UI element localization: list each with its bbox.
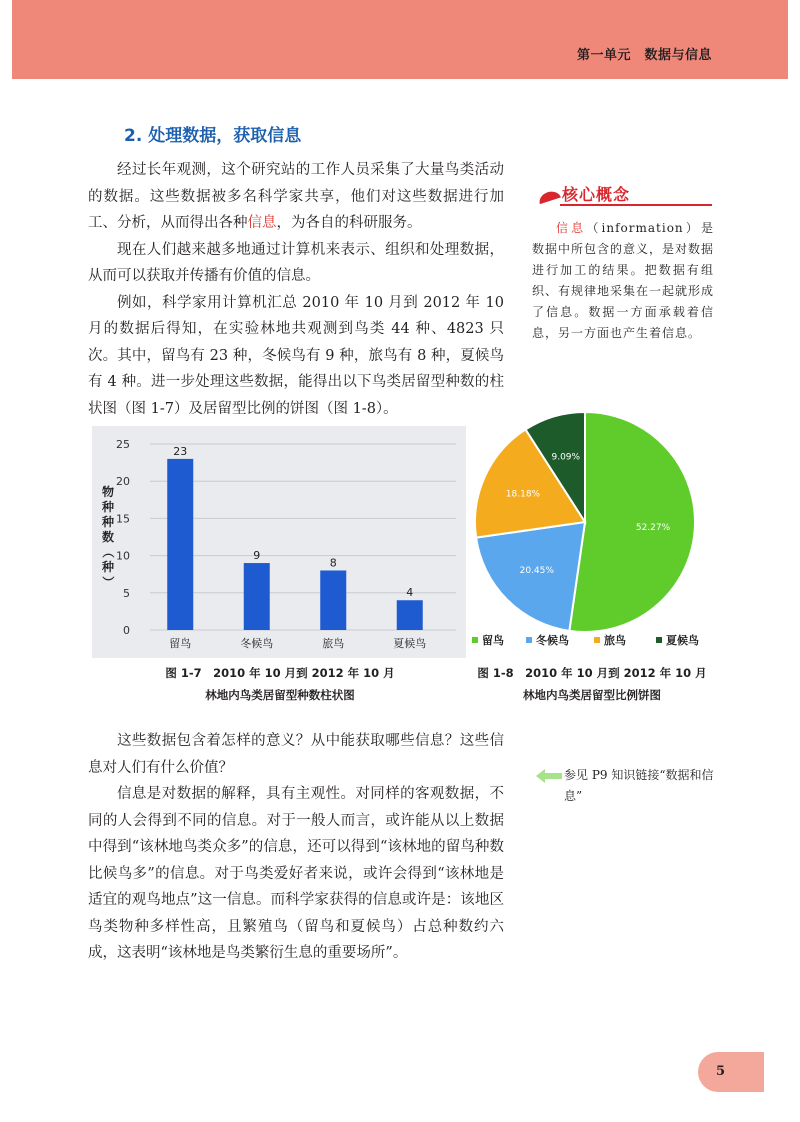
y-tick-label: 20 [116,475,130,489]
arrow-left-icon [536,769,562,783]
bar [320,570,346,630]
paragraph-1: 经过长年观测，这个研究站的工作人员采集了大量鸟类活动的数据。这些数据被多名科学家共享，他们对这些数据进行加工、分析，从而得出各种信息，为各自的科研服务。 [88,162,504,231]
legend-swatch [594,637,600,643]
x-category-label: 夏候鸟 [393,637,427,650]
bar-value-label: 9 [253,549,261,563]
paragraph-5: 信息是对数据的解释，具有主观性。对同样的客观数据，不同的人会得到不同的信息。对于一般人而言，或许能从以上数据中得到“该林地鸟类众多”的信息，还可以得到“该林地的留鸟种数比候鸟多”的信息。对于鸟类爱好者来说，或许会得到“该林地是适宜的观鸟地点”这一信息。而科学家获得的信息或许是：该地区鸟类物种多样性高，且繁殖鸟（留鸟和夏候鸟）占总种数约六成，这表明“该林地是鸟类繁衍生息的重要场所”。 [88,786,504,961]
badge-underline [560,204,712,206]
header-band [12,0,788,79]
paragraph-4: 这些数据包含着怎样的意义？从中能获取哪些信息？这些信息对人们有什么价值？ [88,733,504,776]
bar [244,563,270,630]
pie-value-label: 52.27% [635,522,671,533]
pie-value-label: 18.18% [505,489,541,500]
y-axis-label-char: 物 [101,485,115,499]
bar-value-label: 8 [329,556,337,570]
y-tick-label: 5 [123,586,130,600]
bar-value-label: 4 [406,586,414,600]
y-tick-label: 10 [116,549,130,563]
x-category-label: 留鸟 [169,637,192,650]
core-concept-label: 核心概念 [562,185,631,204]
y-axis-label-char: 数 [101,530,115,544]
bar-caption-line2: 林地内鸟类居留型种数柱状图 [205,688,355,702]
page-number-tab [698,1052,764,1092]
bar [167,459,193,630]
bar-chart [92,426,466,658]
intro-text [88,157,504,422]
x-category-label: 旅鸟 [322,637,345,650]
legend-swatch [656,637,662,643]
bar-chart-caption [140,662,420,706]
y-axis-label-char: （ [101,545,115,559]
legend-label: 留鸟 [482,634,504,647]
pie-value-label: 9.09% [551,452,581,463]
pie-slice [569,412,695,632]
y-tick-label: 25 [116,438,130,451]
core-concept-box [532,180,714,344]
concept-definition: 信息（information）是数据中所包含的意义，是对数据进行加工的结果。把数据有组织、有规律地采集在一起就形成了信息。数据一方面承载着信息，另一方面也产生着信息。 [532,221,715,340]
paragraph-3: 例如，科学家用计算机汇总 2010 年 10 月到 2012 年 10 月的数据后得知，在实验林地共观测到鸟类 44 种、4823 只次。其中，留鸟有 23 种，冬候鸟有 9 种，旅鸟有 8 种，夏候鸟有 4 种。进一步处理这些数据，能得出以下鸟类居留型种数的柱状图（图 1-7）及居留型比例的饼图（图 1-8）。 [88,294,504,417]
unit-title: 第一单元 数据与信息 [576,48,712,63]
paragraph-2: 现在人们越来越多地通过计算机来表示、组织和处理数据，从而可以获取并传播有价值的信息。 [88,241,504,284]
legend-label: 旅鸟 [604,634,626,647]
reference-text[interactable]: 参见 P9 知识链接“数据和信息” [564,768,714,803]
pie-chart [468,410,718,658]
legend-swatch [526,637,532,643]
concept-term: 信息 [556,221,587,235]
leaf-icon [537,189,561,204]
y-axis-label-char: 种 [101,500,115,514]
x-category-label: 冬候鸟 [240,637,274,650]
pie-caption-line2: 林地内鸟类居留型比例饼图 [523,688,661,702]
y-axis-label-char: 种 [101,515,115,529]
y-tick-label: 15 [116,512,130,526]
pie-value-label: 20.45% [519,566,554,577]
pie-chart-caption [462,662,722,706]
pie-slice [476,522,585,631]
y-axis-label-char: ） [101,575,115,589]
core-concept-badge [532,180,714,208]
section-title: 2. 处理数据，获取信息 [124,126,302,146]
bar-value-label: 23 [173,444,188,458]
bar-caption-line1: 图 1-7 2010 年 10 月到 2012 年 10 月 [165,666,395,680]
bar [397,600,423,630]
legend-label: 夏候鸟 [666,634,699,647]
legend-label: 冬候鸟 [536,634,569,647]
page-number: 5 [716,1064,726,1079]
discussion-text [88,728,504,967]
pie-caption-line1: 图 1-8 2010 年 10 月到 2012 年 10 月 [477,666,707,680]
legend-swatch [472,637,478,643]
keyword-information: 信息 [247,215,277,231]
y-tick-label: 0 [123,624,130,637]
y-axis-label-char: 种 [101,560,115,574]
reference-note [536,765,716,807]
